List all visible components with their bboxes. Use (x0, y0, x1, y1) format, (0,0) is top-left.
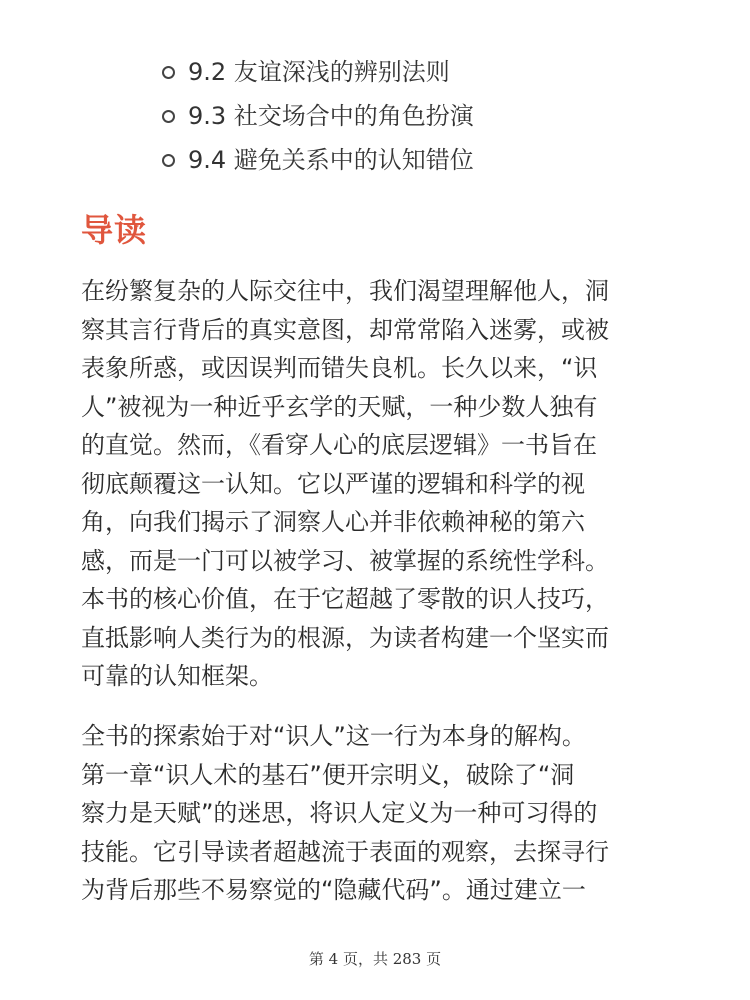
text-line: 为背后那些不易察觉的“隐藏代码”。通过建立一 (81, 876, 586, 904)
text-line: 角，向我们揭示了洞察人心并非依赖神秘的第六 (81, 508, 585, 536)
text-line: 技能。它引导读者超越流于表面的观察，去探寻行 (81, 837, 609, 866)
text-line: 察其言行背后的真实意图，却常常陷入迷雾，或被 (81, 315, 609, 344)
text-line: 在纷繁复杂的人际交往中，我们渴望理解他人，洞 (81, 277, 609, 305)
toc-item-9-3[interactable] (160, 94, 720, 138)
text-line: 彻底颠覆这一认知。它以严谨的逻辑和科学的视 (81, 469, 585, 498)
toc-item-9-2[interactable] (160, 50, 720, 94)
hollow-circle-bullet-icon (162, 66, 175, 79)
toc-item-label: 9.3 社交场合中的角色扮演 (188, 102, 474, 130)
text-line: 全书的探索始于对“识人”这一行为本身的解构。 (81, 722, 586, 750)
text-line: 表象所惑，或因误判而错失良机。长久以来，“识 (81, 354, 598, 382)
intro-paragraph-2 (81, 717, 666, 910)
toc-item-label: 9.4 避免关系中的认知错位 (188, 146, 474, 174)
text-line: 人”被视为一种近乎玄学的天赋，一种少数人独有 (81, 392, 598, 421)
toc-item-label: 9.2 友谊深浅的辨别法则 (188, 58, 450, 86)
text-line: 察力是天赋”的迷思，将识人定义为一种可习得的 (81, 799, 598, 827)
text-line: 的直觉。然而，《看穿人心的底层逻辑》一书旨在 (81, 431, 597, 459)
text-line: 本书的核心价值，在于它超越了零散的识人技巧， (81, 585, 609, 613)
hollow-circle-bullet-icon (162, 110, 175, 123)
text-line: 感，而是一门可以被学习、被掌握的系统性学科。 (81, 546, 609, 575)
text-line: 第一章“识人术的基石”便开宗明义，破除了“洞 (81, 760, 575, 789)
toc-item-9-4[interactable] (160, 138, 720, 182)
intro-paragraph-1 (81, 272, 666, 696)
text-line: 直抵影响人类行为的根源，为读者构建一个坚实而 (81, 623, 609, 652)
page-number-footer: 第 4 页，共 283 页 (308, 950, 442, 968)
hollow-circle-bullet-icon (162, 154, 175, 167)
toc-list (160, 50, 720, 182)
section-heading: 导读 (81, 211, 148, 249)
text-line: 可靠的认知框架。 (81, 662, 273, 690)
